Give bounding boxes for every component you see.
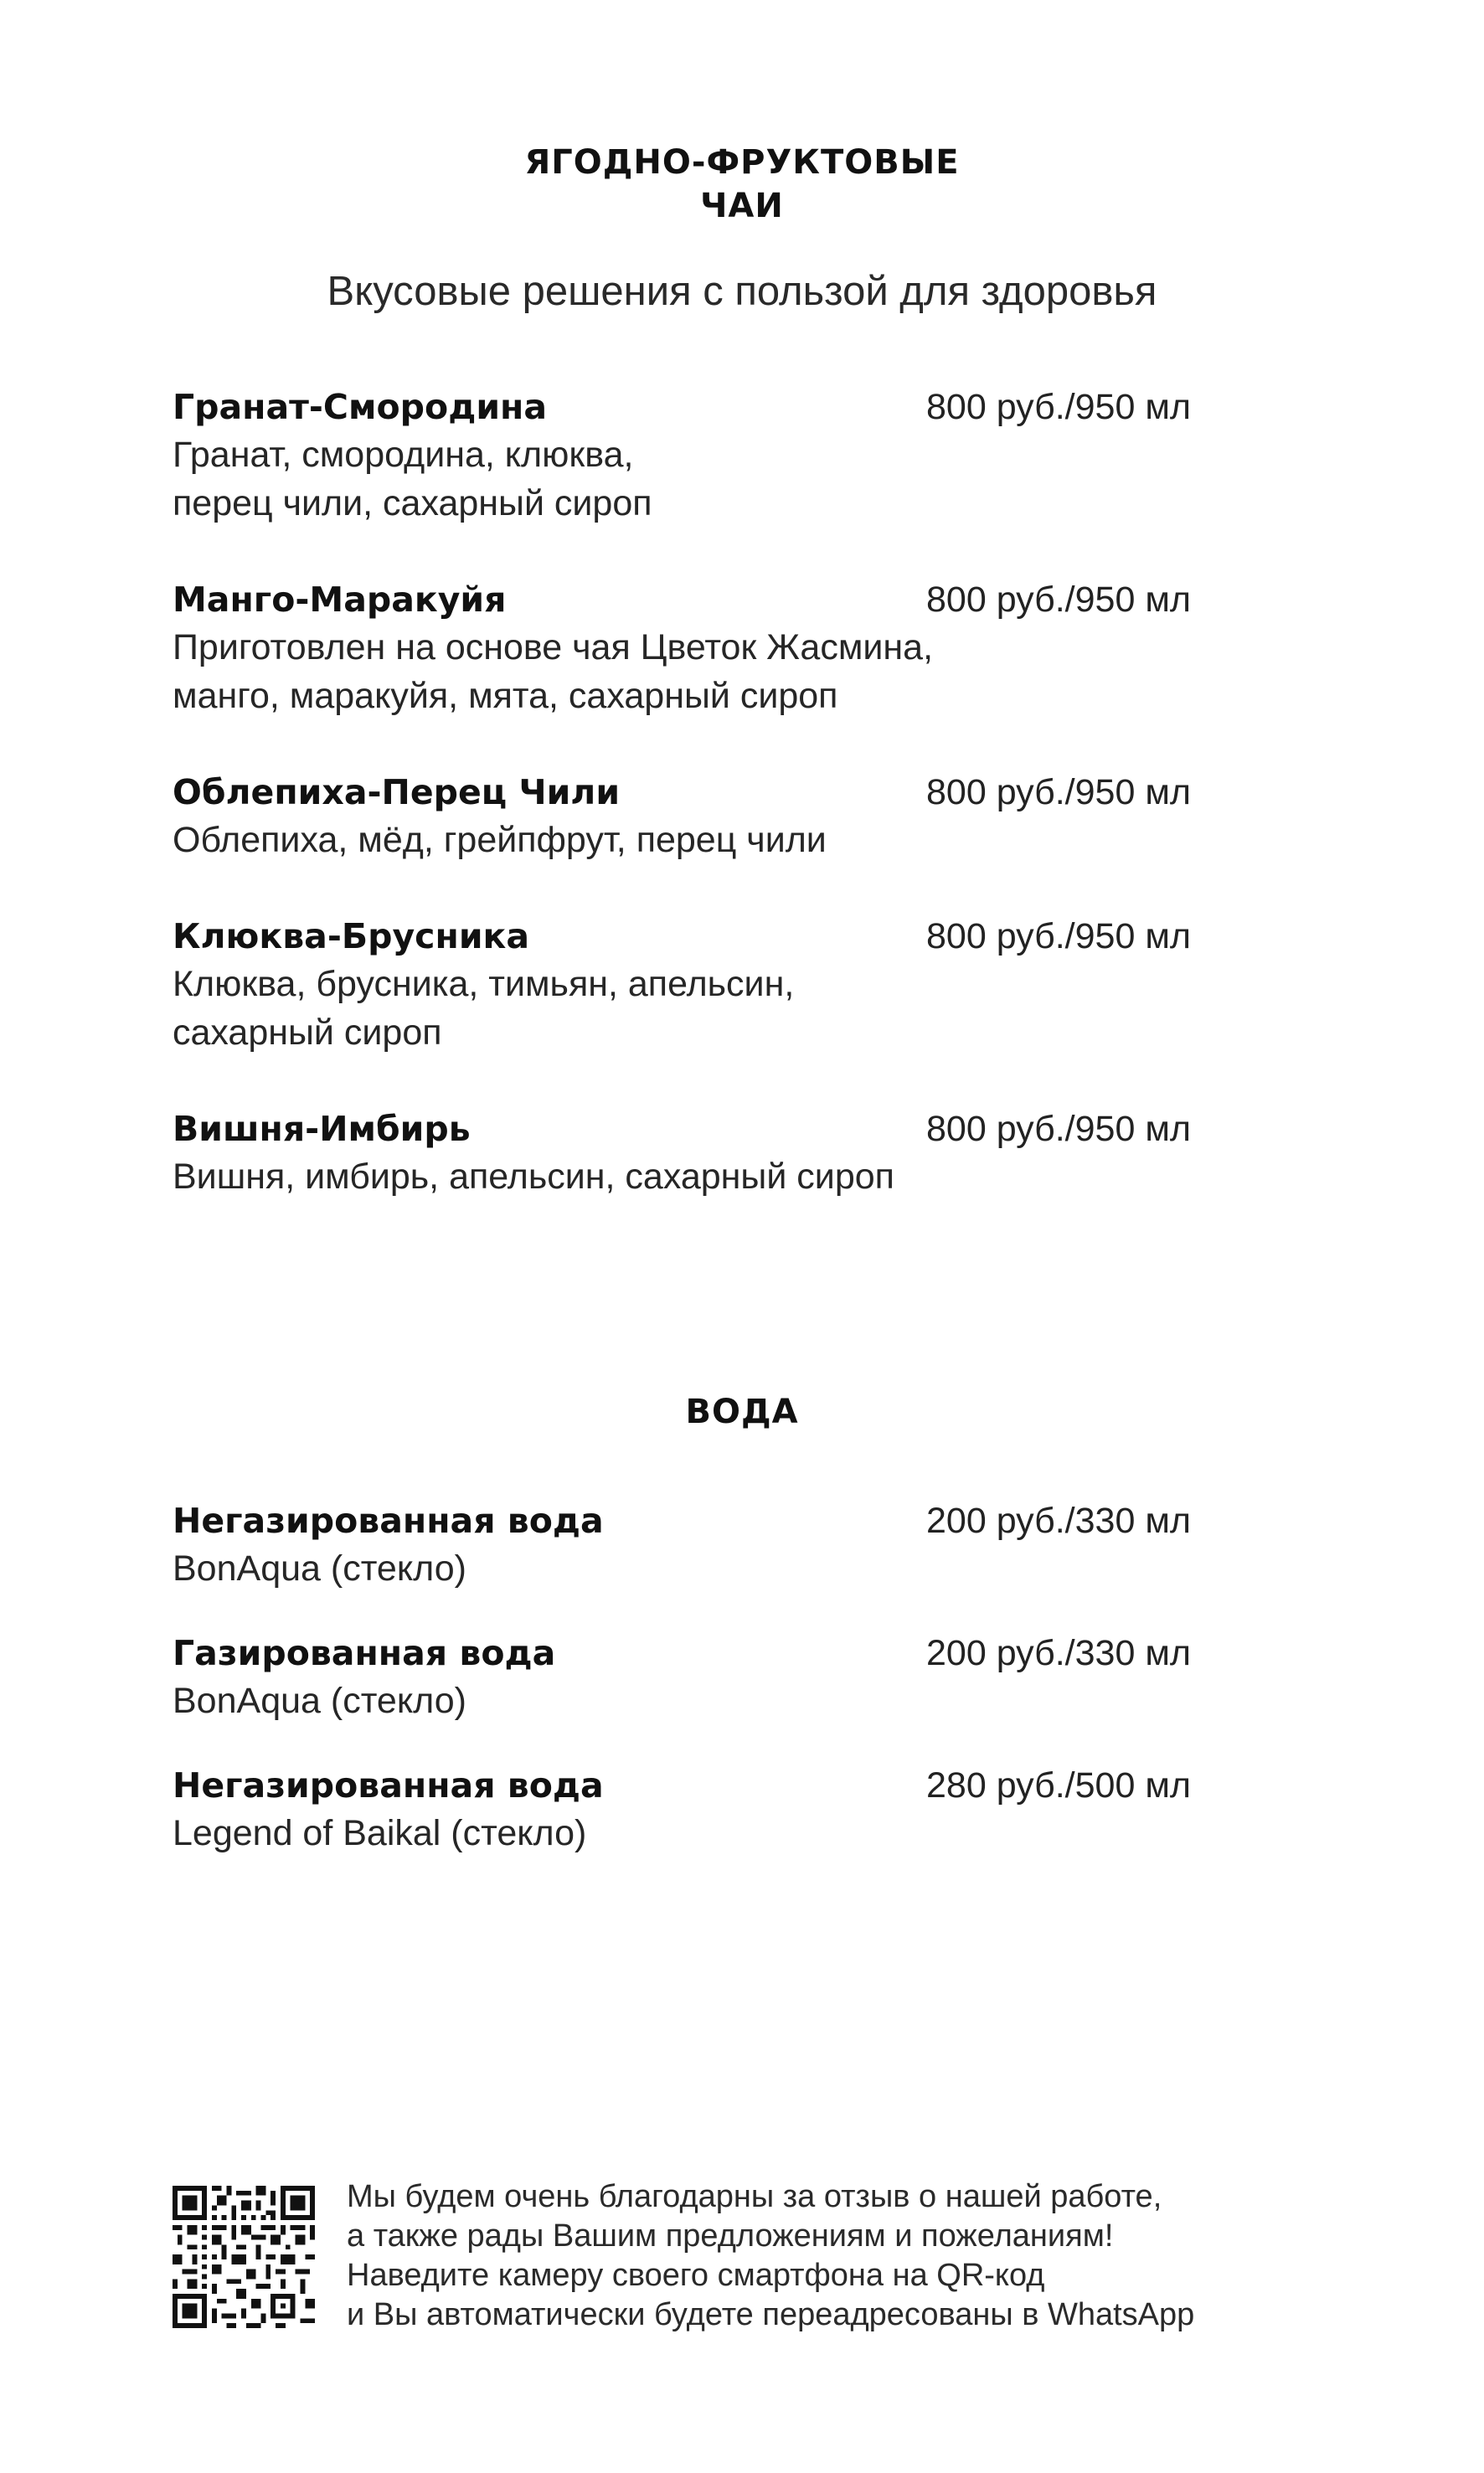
tea-section-subtitle: Вкусовые решения с пользой для здоровья [327, 269, 1157, 314]
item-description-line: BonAqua (стекло) [173, 1548, 466, 1589]
feedback-text-line: а также рады Вашим предложениям и пожеланиям! [347, 2218, 1114, 2254]
item-name: Гранат-Смородина [173, 387, 548, 427]
item-description [173, 1152, 894, 1201]
item-price: 200 руб./330 мл [926, 1501, 1191, 1541]
item-price: 800 руб./950 мл [926, 1109, 1191, 1149]
item-description [173, 430, 652, 528]
feedback-text [347, 2177, 1194, 2335]
item-description [173, 623, 933, 720]
feedback-text-line: и Вы автоматически будете переадресованы в WhatsApp [347, 2297, 1195, 2332]
item-description-line: BonAqua (стекло) [173, 1681, 466, 1721]
item-price: 280 руб./500 мл [926, 1765, 1191, 1806]
item-name: Клюква-Брусника [173, 916, 530, 956]
item-price: 200 руб./330 мл [926, 1633, 1191, 1673]
item-description [173, 816, 827, 864]
item-description-line: Приготовлен на основе чая Цветок Жасмина, [173, 627, 934, 667]
item-description [173, 1677, 466, 1725]
item-description-line: манго, маракуйя, мята, сахарный сироп [173, 676, 838, 716]
item-description [173, 1544, 466, 1593]
item-description [173, 1809, 586, 1857]
feedback-footer [173, 2177, 1195, 2332]
item-name: Облепиха-Перец Чили [173, 772, 621, 812]
item-name: Вишня-Имбирь [173, 1109, 471, 1149]
qr-code-icon[interactable] [173, 2186, 315, 2328]
item-description-line: сахарный сироп [173, 1012, 442, 1053]
item-name: Газированная вода [173, 1633, 556, 1673]
item-name: Негазированная вода [173, 1765, 604, 1806]
item-description-line: Гранат, смородина, клюква, [173, 435, 634, 475]
item-price: 800 руб./950 мл [926, 387, 1191, 427]
item-description-line: Вишня, имбирь, апельсин, сахарный сироп [173, 1157, 894, 1197]
item-description-line: Клюква, брусника, тимьян, апельсин, [173, 964, 795, 1004]
feedback-text-line: Наведите камеру своего смартфона на QR-код [347, 2258, 1045, 2293]
item-name: Негазированная вода [173, 1501, 604, 1541]
item-description-line: Legend of Baikal (стекло) [173, 1813, 587, 1853]
tea-section-title [0, 141, 1484, 228]
tea-title-line-1: ЯГОДНО-ФРУКТОВЫЕ [524, 143, 960, 182]
item-description-line: Облепиха, мёд, грейпфрут, перец чили [173, 820, 827, 860]
item-description [173, 960, 794, 1057]
item-price: 800 руб./950 мл [926, 916, 1191, 956]
item-price: 800 руб./950 мл [926, 580, 1191, 620]
item-name: Манго-Маракуйя [173, 580, 507, 620]
item-price: 800 руб./950 мл [926, 772, 1191, 812]
tea-title-line-2: ЧАИ [700, 187, 784, 225]
water-section-title: ВОДА [685, 1393, 799, 1431]
feedback-text-line: Мы будем очень благодарны за отзыв о нашей работе, [347, 2179, 1162, 2214]
item-description-line: перец чили, сахарный сироп [173, 483, 652, 523]
